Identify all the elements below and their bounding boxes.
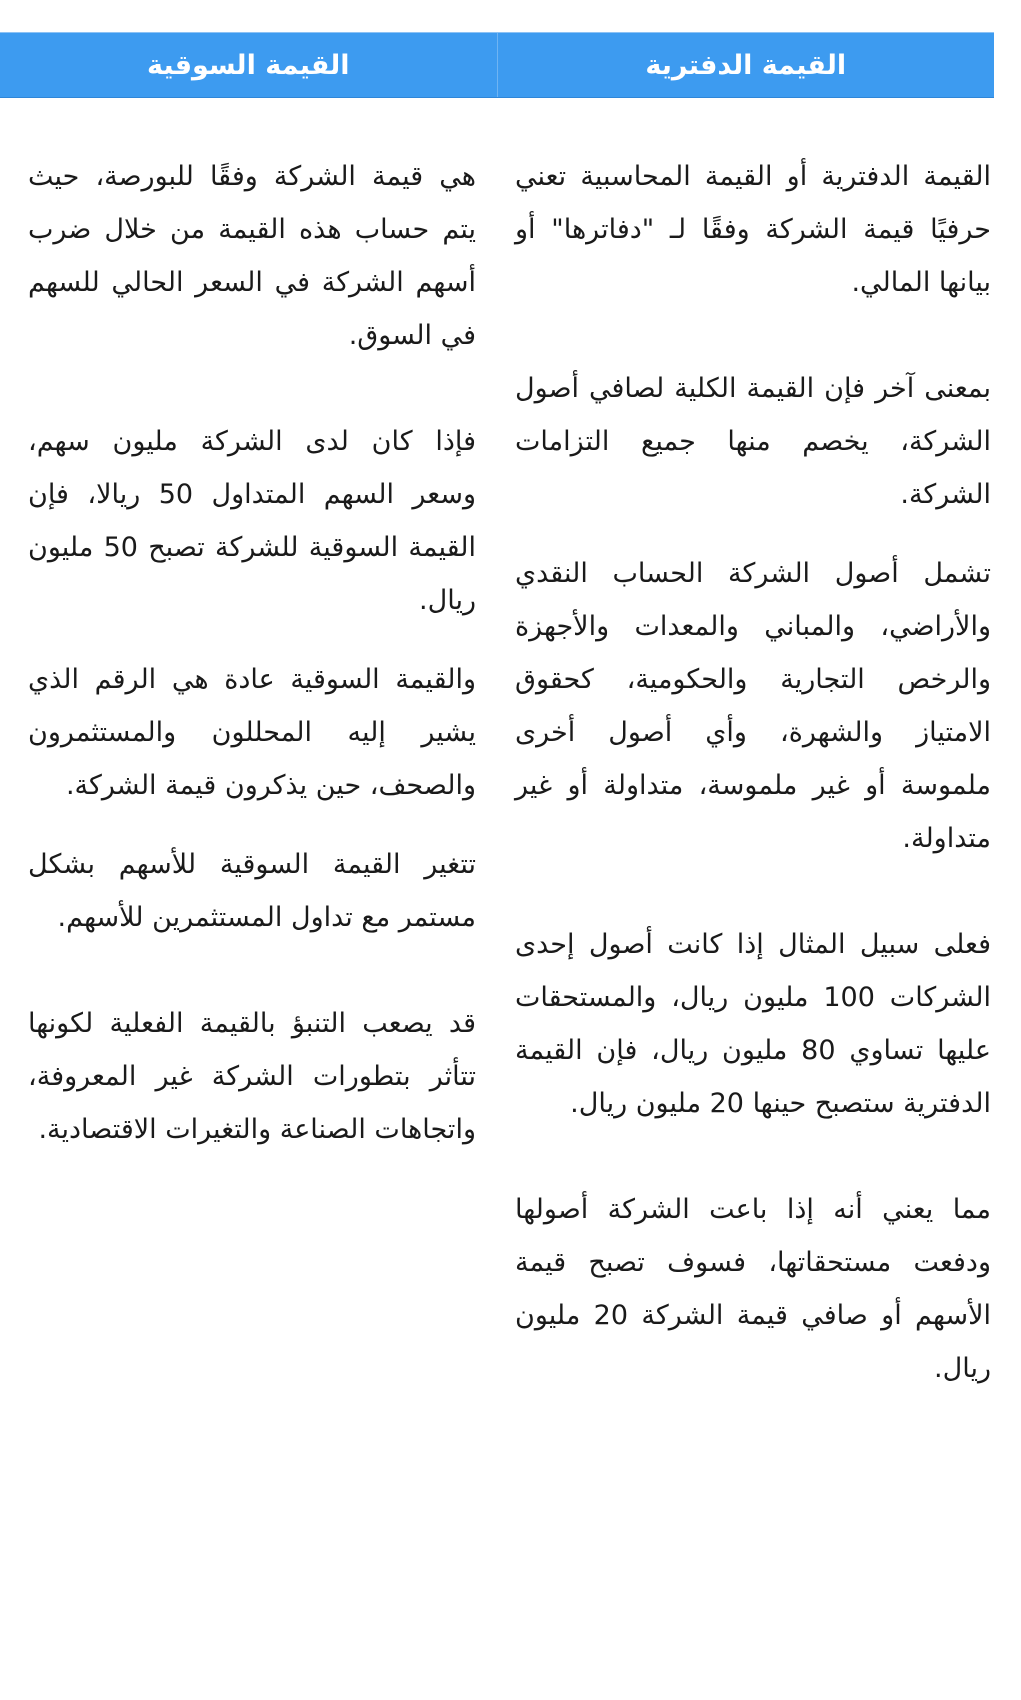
market-value-paragraph: فإذا كان لدى الشركة مليون سهم، وسعر السهم المتداول 50 ريالا، فإن القيمة السوقية للشركة تصبح 50 مليون ريال.	[28, 426, 476, 616]
comparison-columns	[0, 150, 994, 1395]
book-value-paragraph: مما يعني أنه إذا باعت الشركة أصولها ودفعت مستحقاتها، فسوف تصبح قيمة الأسهم أو صافي قيمة الشركة 20 مليون ريال.	[515, 1194, 991, 1384]
book-value-paragraph: تشمل أصول الشركة الحساب النقدي والأراضي، والمباني والمعدات والأجهزة والرخص التجارية والحكومية، كحقوق الامتياز والشهرة، وأي أصول أخرى ملموسة أو غير ملموسة، متداولة أو غير متداولة.	[515, 558, 991, 854]
market-value-paragraph: هي قيمة الشركة وفقًا للبورصة، حيث يتم حساب هذه القيمة من خلال ضرب أسهم الشركة في السعر الحالي للسهم في السوق.	[28, 161, 476, 351]
market-value-paragraph: والقيمة السوقية عادة هي الرقم الذي يشير إليه المحللون والمستثمرون والصحف، حين يذكرون قيمة الشركة.	[28, 664, 476, 801]
market-value-paragraph: تتغير القيمة السوقية للأسهم بشكل مستمر مع تداول المستثمرين للأسهم.	[28, 849, 476, 933]
book-value-paragraph: القيمة الدفترية أو القيمة المحاسبية تعني حرفيًا قيمة الشركة وفقًا لـ "دفاترها" أو بيانها المالي.	[515, 161, 991, 298]
book-value-paragraph: فعلى سبيل المثال إذا كانت أصول إحدى الشركات 100 مليون ريال، والمستحقات عليها تساوي 80 مليون ريال، فإن القيمة الدفترية ستصبح حينها 20 مليون ريال.	[515, 929, 991, 1119]
header-divider	[497, 33, 498, 97]
market-value-paragraph: قد يصعب التنبؤ بالقيمة الفعلية لكونها تتأثر بتطورات الشركة غير المعروفة، واتجاهات الصناعة والتغيرات الاقتصادية.	[28, 1008, 476, 1145]
book-value-column	[497, 150, 994, 1395]
market-value-column	[0, 150, 497, 1395]
book-value-header: القيمة الدفترية	[645, 49, 847, 81]
book-value-paragraph: بمعنى آخر فإن القيمة الكلية لصافي أصول الشركة، يخصم منها جميع التزامات الشركة.	[515, 373, 991, 510]
market-value-header: القيمة السوقية	[146, 49, 350, 81]
table-header	[0, 32, 994, 98]
